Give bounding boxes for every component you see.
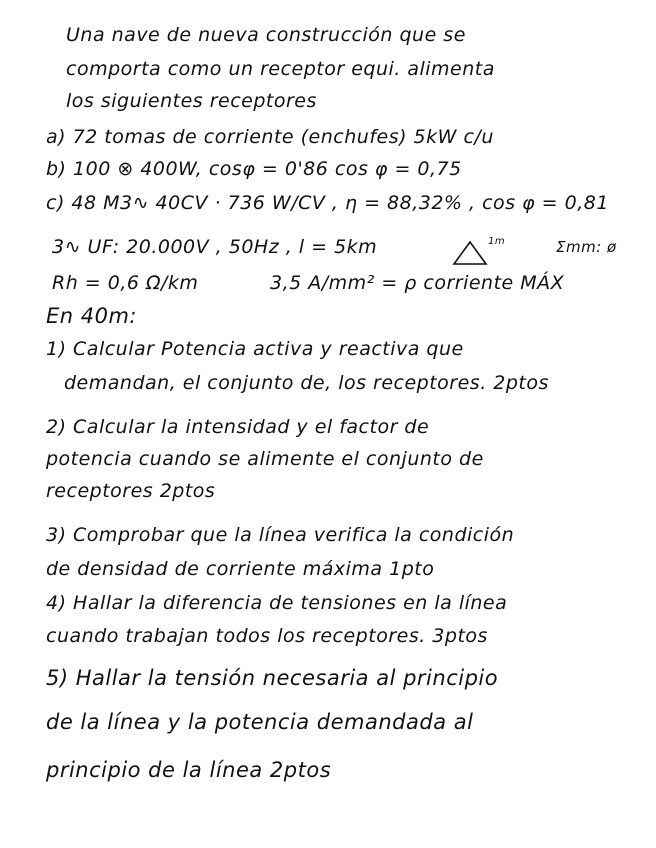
phi-label: Σmm: ø [556,238,617,256]
density-data: 3,5 A/mm² = ρ corriente MÁX [270,272,565,294]
question-2: 2) Calcular la intensidad y el factor de [46,416,430,438]
question-2: potencia cuando se alimente el conjunto de [46,448,484,470]
question-5: principio de la línea 2ptos [46,758,332,782]
intro-line: comporta como un receptor equi. alimenta [66,58,495,80]
question-1: demandan, el conjunto de, los receptores. 2ptos [64,372,549,394]
question-4: 4) Hallar la diferencia de tensiones en la línea [46,592,508,614]
receptor-b: b) 100 ⊗ 400W, cosφ = 0'86 cos φ = 0,75 [46,158,462,180]
intro-line: los siguientes receptores [66,90,317,112]
question-5: 5) Hallar la tensión necesaria al principio [46,666,499,690]
receptor-a: a) 72 tomas de corriente (enchufes) 5kW c/u [46,126,494,148]
triangle-label: 1m [488,236,506,247]
question-1: 1) Calcular Potencia activa y reactiva que [46,338,464,360]
triangle-conductor-icon [452,240,488,266]
receptor-c: c) 48 M3∿ 40CV · 736 W/CV , η = 88,32% , cos φ = 0,81 [46,192,609,214]
intro-line: Una nave de nueva construcción que se [66,24,466,46]
question-2: receptores 2ptos [46,480,216,502]
resistance-data: Rh = 0,6 Ω/km [52,272,199,294]
heading: En 40m: [46,304,138,328]
supply-data: 3∿ UF: 20.000V , 50Hz , l = 5km [52,236,378,258]
question-3: de densidad de corriente máxima 1pto [46,558,435,580]
question-5: de la línea y la potencia demandada al [46,710,474,734]
question-4: cuando trabajan todos los receptores. 3ptos [46,625,488,647]
question-3: 3) Comprobar que la línea verifica la condición [46,524,515,546]
